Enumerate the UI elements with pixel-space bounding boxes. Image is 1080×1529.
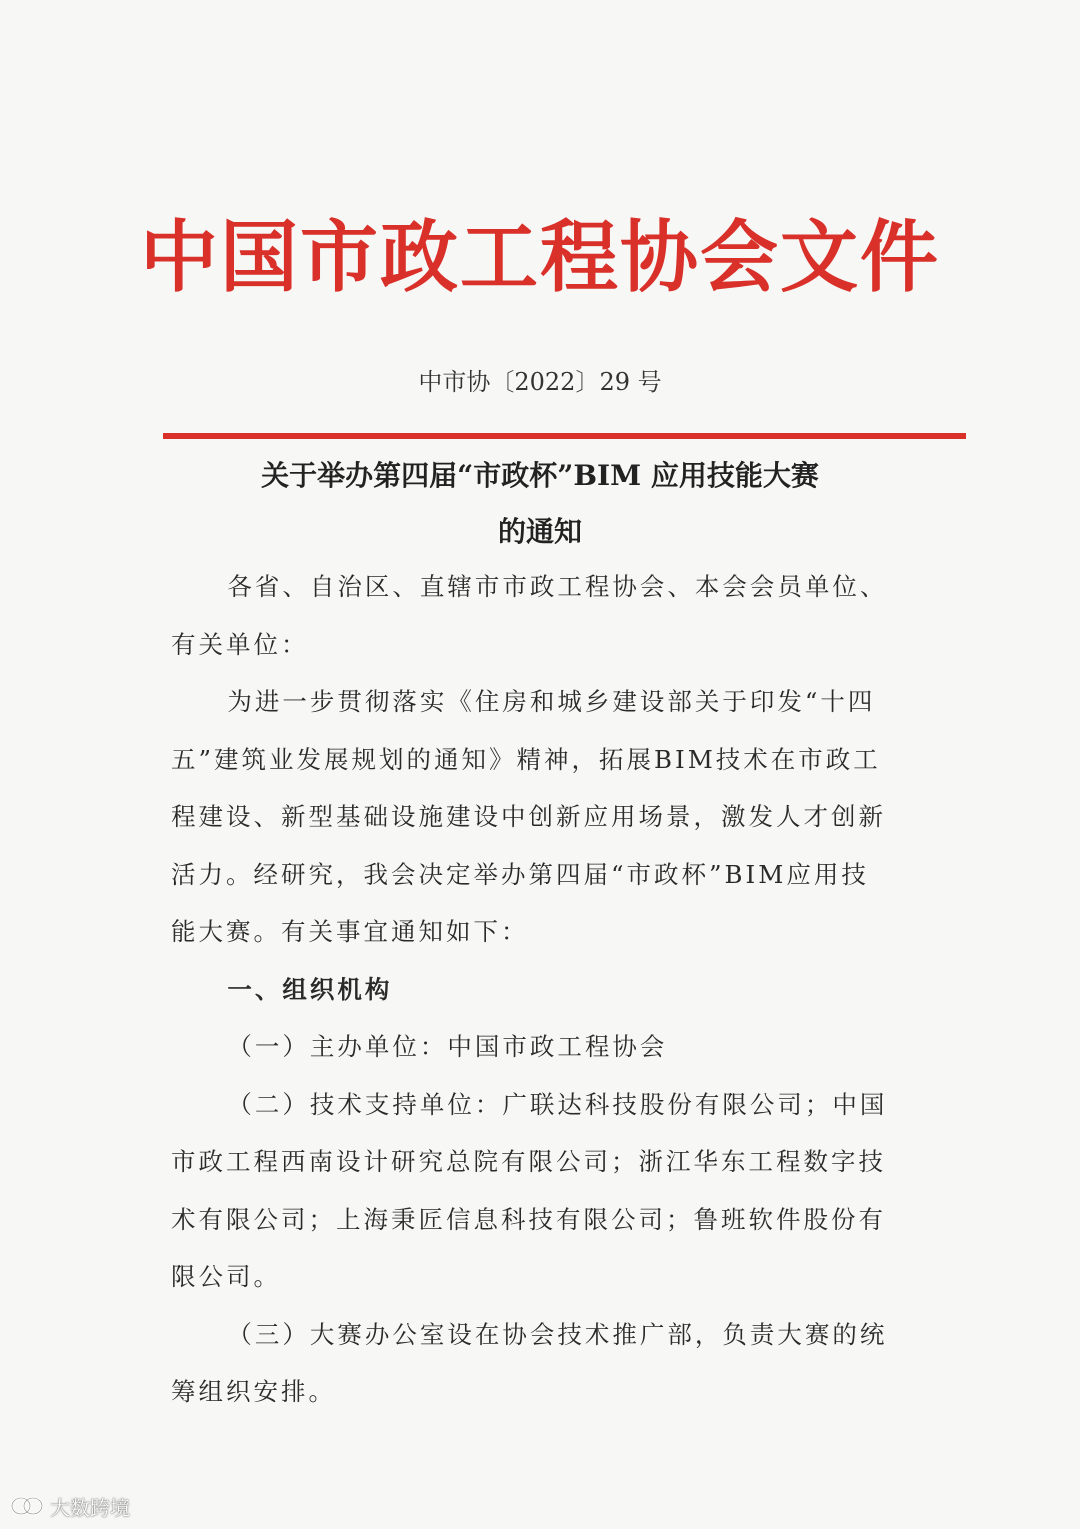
intro-line: 程建设、新型基础设施建设中创新应用场景，激发人才创新 bbox=[171, 802, 886, 831]
item-office-line: （三）大赛办公室设在协会技术推广部，负责大赛的统 bbox=[227, 1319, 888, 1349]
notice-title-line2: 的通知 bbox=[497, 515, 582, 548]
watermark-text: 大数跨境 bbox=[50, 1495, 130, 1520]
document-number: 中市协〔2022〕29 号 bbox=[418, 368, 662, 396]
notice-body bbox=[171, 558, 931, 1421]
watermark bbox=[10, 1490, 130, 1522]
item-support-line: （二）技术支持单位：广联达科技股份有限公司；中国 bbox=[227, 1089, 888, 1119]
item-support-line: 市政工程西南设计研究总院有限公司；浙江华东工程数字技 bbox=[171, 1147, 886, 1176]
section-heading-org: 一、组织机构 bbox=[227, 974, 393, 1004]
notice-title bbox=[0, 448, 1080, 560]
salutation-line1: 各省、自治区、直辖市市政工程协会、本会会员单位、 bbox=[227, 572, 888, 601]
item-host: （一）主办单位：中国市政工程协会 bbox=[227, 1032, 668, 1061]
intro-line: 为进一步贯彻落实《住房和城乡建设部关于印发“十四 bbox=[227, 687, 876, 716]
notice-title-line1: 关于举办第四届“市政杯”BIM 应用技能大赛 bbox=[261, 459, 819, 492]
item-support-line: 限公司。 bbox=[171, 1262, 281, 1291]
item-support-line: 术有限公司；上海秉匠信息科技有限公司；鲁班软件股份有 bbox=[171, 1204, 886, 1234]
watermark-logo-icon bbox=[10, 1494, 44, 1518]
intro-line: 能大赛。有关事宜通知如下： bbox=[171, 917, 529, 946]
document-masthead: 中国市政工程协会文件 bbox=[139, 212, 940, 303]
red-divider bbox=[163, 433, 966, 439]
intro-line: 五”建筑业发展规划的通知》精神，拓展BIM技术在市政工 bbox=[171, 744, 881, 774]
salutation-line2: 有关单位： bbox=[171, 629, 309, 659]
intro-line: 活力。经研究，我会决定举办第四届“市政杯”BIM应用技 bbox=[171, 859, 869, 889]
item-office-line: 筹组织安排。 bbox=[171, 1377, 336, 1406]
